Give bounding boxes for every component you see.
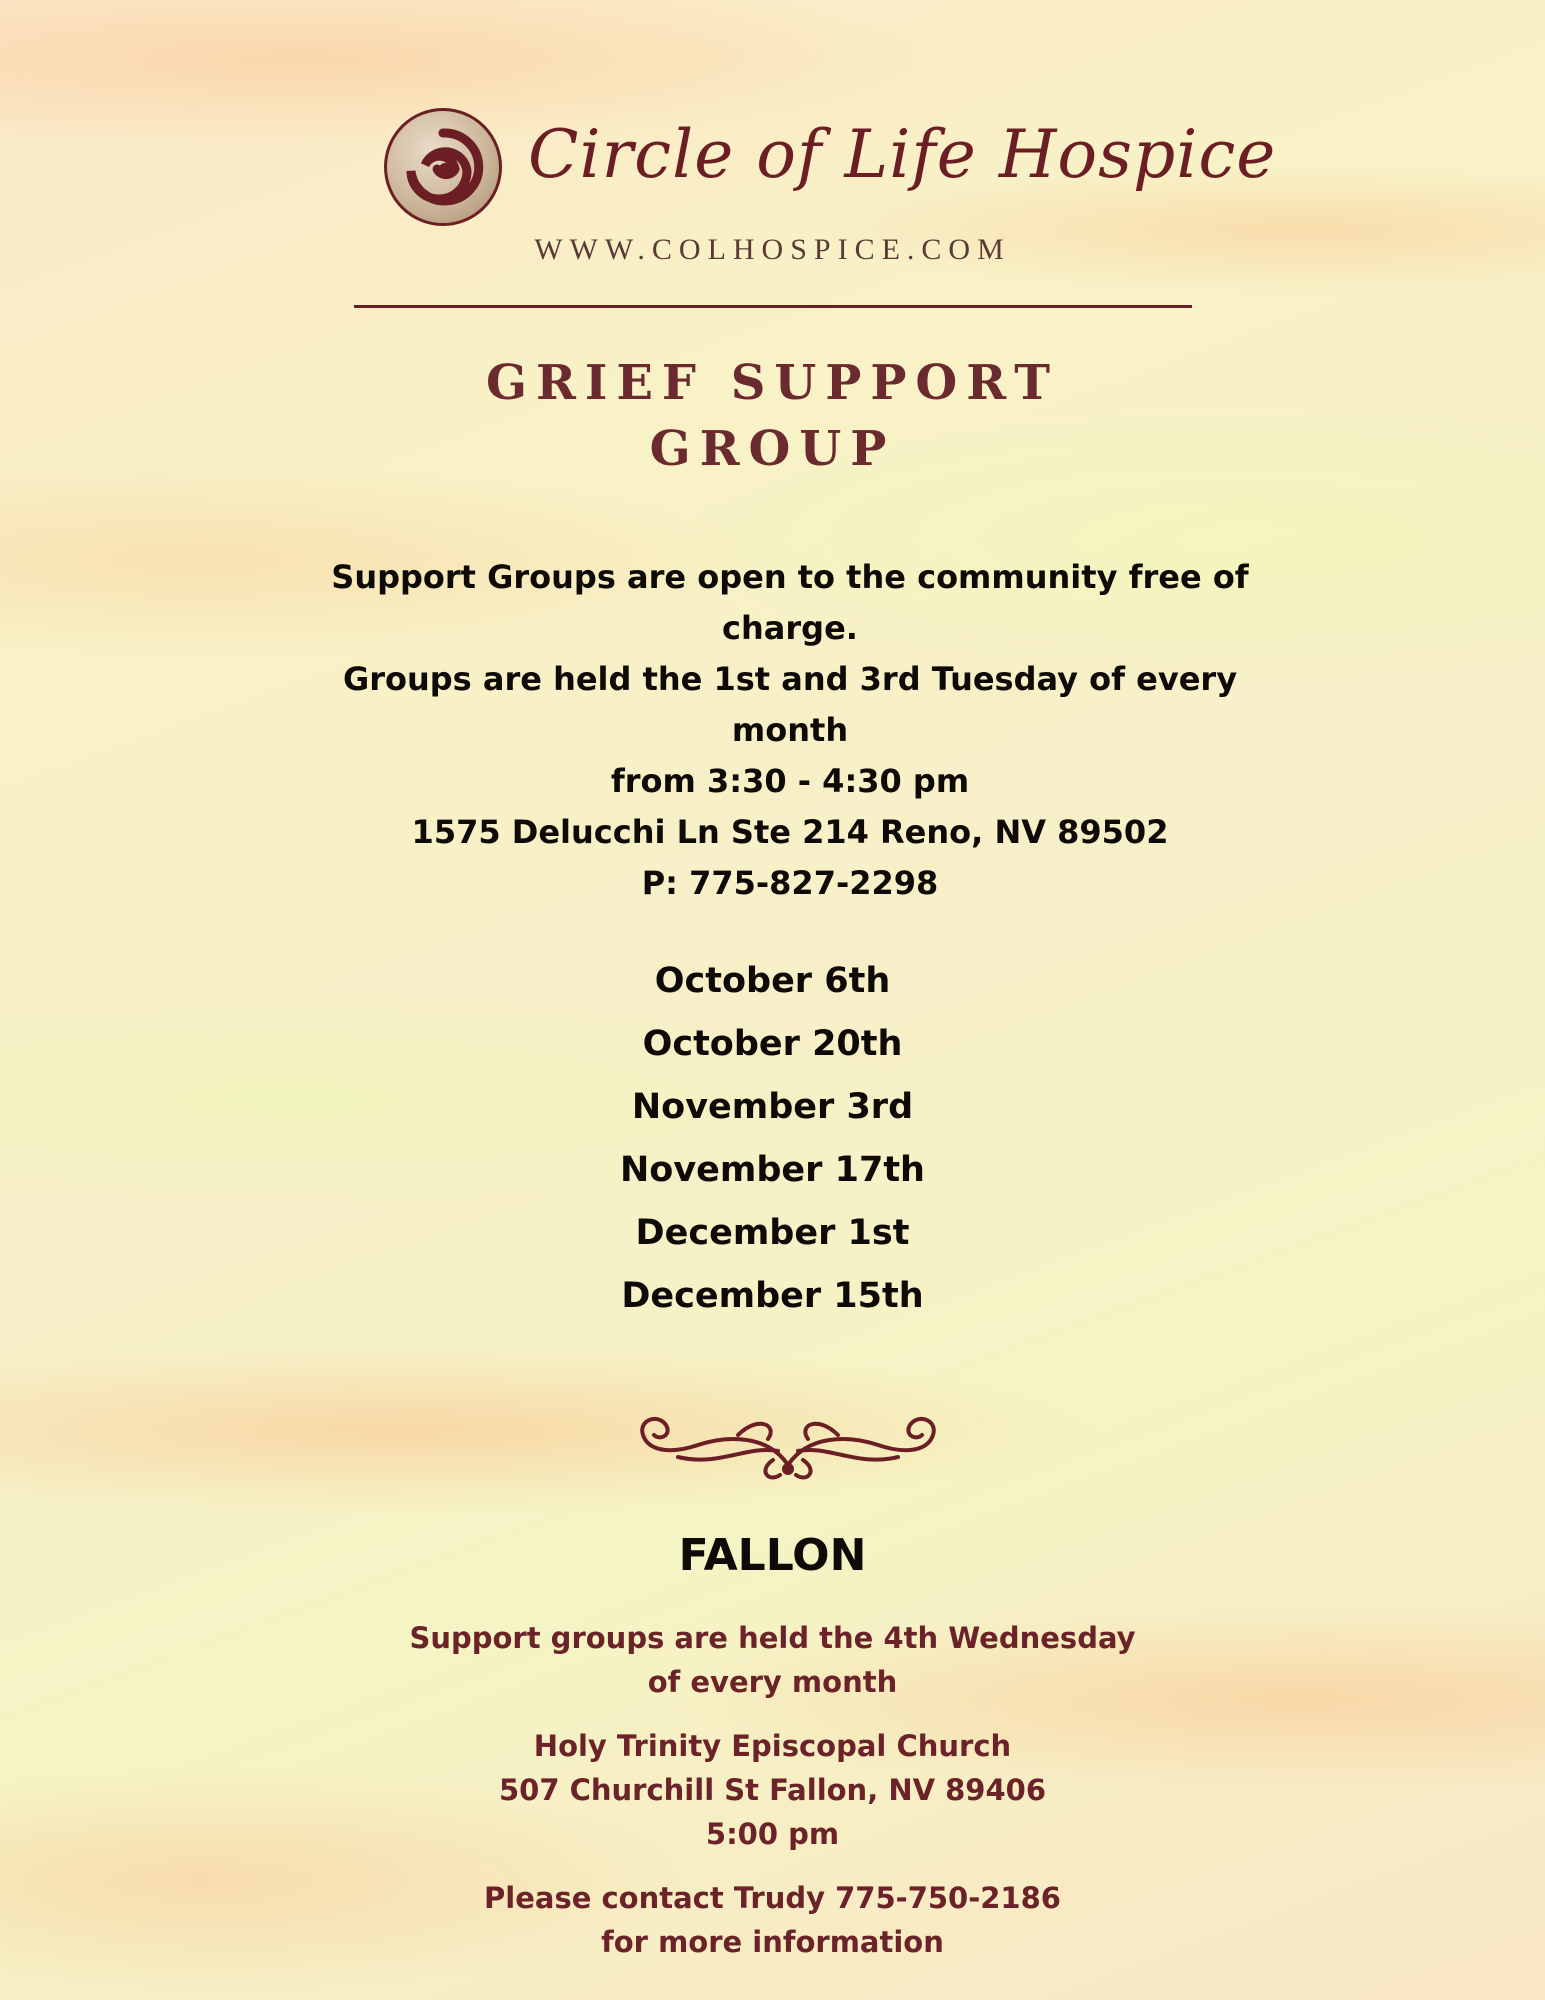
fallon-schedule-line: of every month bbox=[647, 1665, 898, 1699]
scroll-flourish-icon bbox=[618, 1405, 958, 1485]
fallon-address: 507 Churchill St Fallon, NV 89406 bbox=[498, 1773, 1047, 1807]
meeting-dates-list bbox=[0, 950, 1545, 1328]
fallon-venue: Holy Trinity Episcopal Church bbox=[533, 1729, 1012, 1763]
meeting-time: from 3:30 - 4:30 pm bbox=[610, 762, 970, 800]
fallon-schedule bbox=[0, 1616, 1545, 1704]
logo-wordmark: Circle of Life Hospice bbox=[528, 116, 1277, 193]
date-item: October 20th bbox=[642, 1024, 903, 1064]
fallon-contact bbox=[0, 1876, 1545, 1964]
date-item: November 3rd bbox=[631, 1087, 914, 1127]
date-item: November 17th bbox=[620, 1150, 925, 1190]
meeting-address: 1575 Delucchi Ln Ste 214 Reno, NV 89502 bbox=[411, 813, 1169, 851]
fallon-heading: FALLON bbox=[678, 1530, 867, 1581]
date-item: October 6th bbox=[654, 961, 891, 1001]
spiral-logo-icon bbox=[384, 108, 502, 226]
website-url: WWW.COLHOSPICE.COM bbox=[534, 233, 1011, 266]
fallon-schedule-line: Support groups are held the 4th Wednesday bbox=[409, 1621, 1136, 1655]
header-divider bbox=[354, 305, 1192, 308]
date-item: December 1st bbox=[635, 1213, 910, 1253]
phone-number: P: 775-827-2298 bbox=[641, 864, 939, 902]
fallon-time: 5:00 pm bbox=[705, 1817, 840, 1851]
logo bbox=[384, 108, 1277, 228]
title-line-2: GROUP bbox=[649, 421, 896, 477]
intro-line: Support Groups are open to the community free of charge. bbox=[331, 558, 1249, 647]
fallon-contact-line: Please contact Trudy 775-750-2186 bbox=[484, 1881, 1061, 1915]
fallon-location bbox=[0, 1724, 1545, 1856]
intro-line: Groups are held the 1st and 3rd Tuesday of every month bbox=[342, 660, 1238, 749]
reno-group-info bbox=[300, 552, 1280, 909]
title-line-1: GRIEF SUPPORT bbox=[486, 355, 1059, 411]
page-title bbox=[0, 350, 1545, 482]
date-item: December 15th bbox=[621, 1276, 924, 1316]
fallon-contact-line: for more information bbox=[601, 1925, 944, 1959]
